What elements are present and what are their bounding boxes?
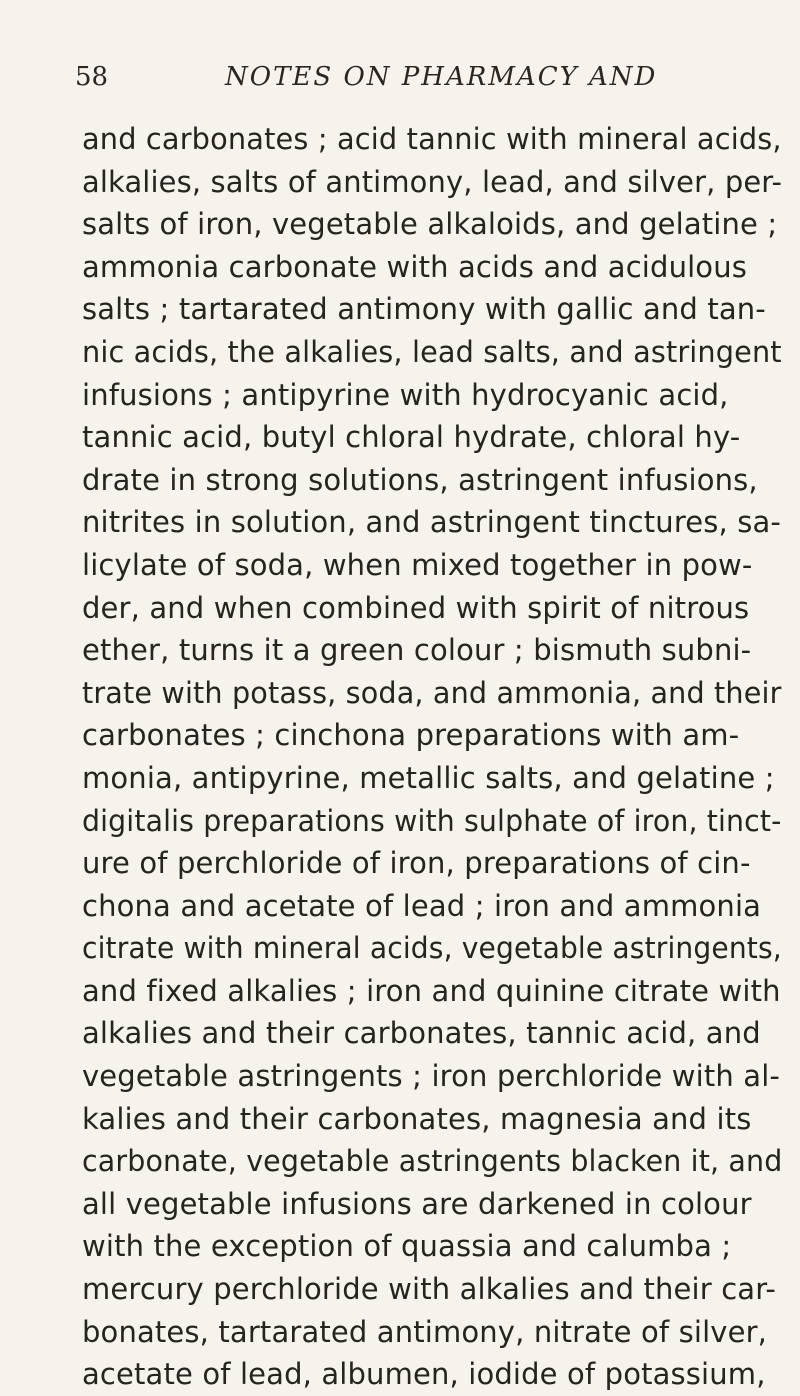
text-line: infusions ; antipyrine with hydrocyanic acid, xyxy=(82,377,729,412)
text-line: acetate of lead, albumen, iodide of potassium, xyxy=(82,1357,766,1392)
text-line: chona and acetate of lead ; iron and ammonia xyxy=(82,888,762,923)
text-line: all vegetable infusions are darkened in colour xyxy=(82,1186,752,1221)
text-line: trate with potass, soda, and ammonia, and their xyxy=(82,675,782,710)
text-line: and carbonates ; acid tannic with mineral acids, xyxy=(82,122,782,156)
text-line: alkalies, salts of antimony, lead, and silver, per- xyxy=(82,164,783,199)
running-head: NOTES ON PHARMACY AND xyxy=(225,62,658,92)
text-line: kalies and their carbonates, magnesia and its xyxy=(82,1101,752,1136)
text-line: der, and when combined with spirit of nitrous xyxy=(82,590,750,625)
text-line: with the exception of quassia and calumba ; xyxy=(82,1229,732,1264)
text-line: salts ; tartarated antimony with gallic and tan- xyxy=(82,292,766,327)
text-line: salts of iron, vegetable alkaloids, and gelatine ; xyxy=(82,207,778,242)
text-line: ether, turns it a green colour ; bismuth subni- xyxy=(82,633,752,668)
text-line: bonates, tartarated antimony, nitrate of silver, xyxy=(82,1314,768,1349)
text-line: and fixed alkalies ; iron and quinine citrate with xyxy=(82,973,781,1008)
text-line: tannic acid, butyl chloral hydrate, chloral hy- xyxy=(82,420,741,455)
page-number: 58 xyxy=(75,62,109,92)
text-line: mercury perchloride with alkalies and their car- xyxy=(82,1272,777,1307)
text-line: licylate of soda, when mixed together in pow- xyxy=(82,547,753,582)
text-line: carbonate, vegetable astringents blacken it, and xyxy=(82,1144,783,1179)
body-text xyxy=(82,118,782,1396)
text-line: vegetable astringents ; iron perchloride with al- xyxy=(82,1059,781,1094)
text-line: monia, antipyrine, metallic salts, and gelatine ; xyxy=(82,760,775,795)
text-line: ammonia carbonate with acids and acidulous xyxy=(82,249,747,284)
text-line: drate in strong solutions, astringent infusions, xyxy=(82,462,758,497)
text-line: citrate with mineral acids, vegetable astringents, xyxy=(82,931,782,966)
text-line: ure of perchloride of iron, preparations of cin- xyxy=(82,846,751,881)
text-line: nitrites in solution, and astringent tinctures, sa- xyxy=(82,505,782,540)
text-line: nic acids, the alkalies, lead salts, and astringent xyxy=(82,334,782,369)
text-line: alkalies and their carbonates, tannic acid, and xyxy=(82,1016,761,1051)
text-line: carbonates ; cinchona preparations with am- xyxy=(82,718,740,753)
page-header xyxy=(75,62,765,102)
text-line: digitalis preparations with sulphate of iron, tinct- xyxy=(82,803,782,838)
